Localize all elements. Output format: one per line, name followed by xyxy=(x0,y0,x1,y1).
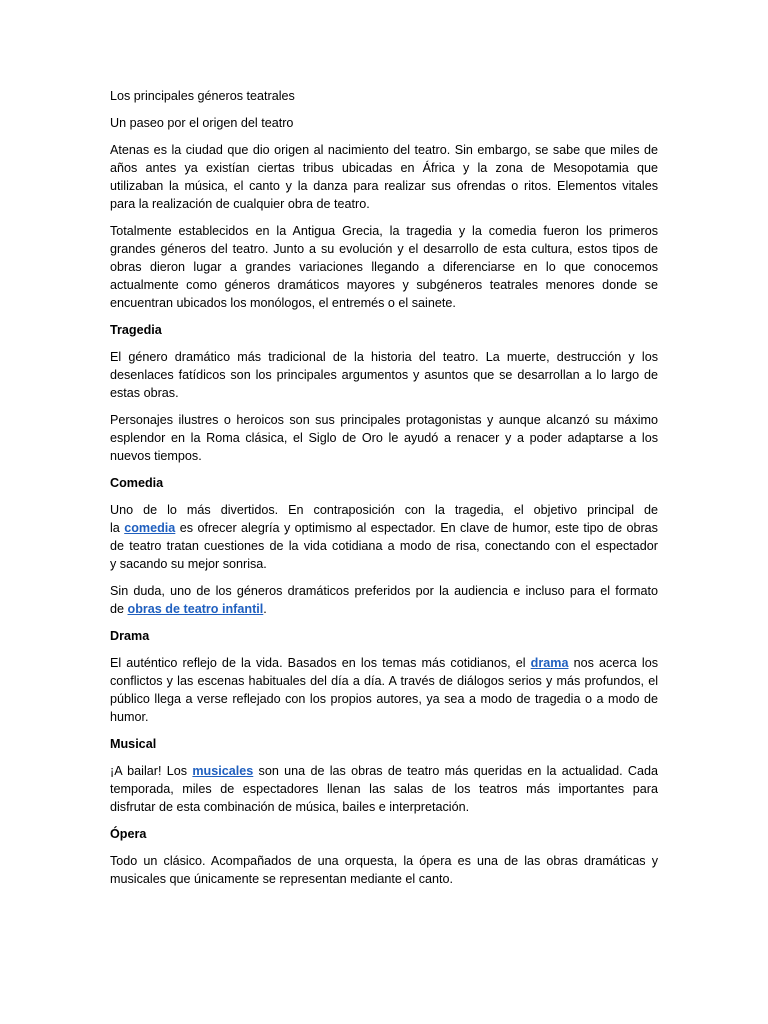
paragraph-line: grandes géneros del teatro. Junto a su evolución y el desarrollo de esta cultura, estos tipos de xyxy=(110,242,658,256)
paragraph-line: Sin duda, uno de los géneros dramáticos preferidos por la audiencia e incluso para el formato xyxy=(110,584,658,598)
opera-paragraph xyxy=(110,852,658,888)
comedia-paragraph-2 xyxy=(110,582,658,618)
tragedia-paragraph-1 xyxy=(110,348,658,402)
drama-link[interactable]: drama xyxy=(530,656,569,670)
text-fragment: nos acerca los xyxy=(568,656,658,670)
paragraph-line xyxy=(110,600,658,618)
paragraph-line: y sacando su mejor sonrisa. xyxy=(110,557,267,571)
paragraph-line xyxy=(110,519,658,537)
paragraph-line: para la realización de cualquier obra de teatro. xyxy=(110,197,370,211)
paragraph-line: Uno de lo más divertidos. En contraposición con la tragedia, el objetivo principal de xyxy=(110,503,658,517)
text-fragment: es ofrecer alegría y optimismo al espectador. En clave de humor, este tipo de obras xyxy=(175,521,658,535)
section-heading-opera: Ópera xyxy=(110,827,147,841)
text-fragment: El auténtico reflejo de la vida. Basados en los temas más cotidianos, el xyxy=(110,656,531,670)
paragraph-line: nuevos tiempos. xyxy=(110,449,202,463)
paragraph-line: años antes ya existían ciertas tribus ubicadas en África y la zona de Mesopotamia que xyxy=(110,161,658,175)
intro-paragraph-2 xyxy=(110,222,658,312)
paragraph-line: Personajes ilustres o heroicos son sus principales protagonistas y aunque alcanzó su máximo xyxy=(110,413,658,427)
comedia-link[interactable]: comedia xyxy=(124,521,176,535)
paragraph-line: esplendor en la Roma clásica, el Siglo de Oro le ayudó a renacer y a poder adaptarse a los xyxy=(110,431,658,445)
obras-de-teatro-infantil-link[interactable]: obras de teatro infantil xyxy=(127,602,264,616)
paragraph-line: conflictos y las escenas habituales del día a día. A través de diálogos serios y más profundos, el xyxy=(110,674,658,688)
drama-paragraph xyxy=(110,654,658,726)
paragraph-line xyxy=(110,762,658,780)
paragraph-line: utilizaban la música, el canto y la danza para realizar sus ofrendas o ritos. Elementos vitales xyxy=(110,179,658,193)
paragraph-line: Todo un clásico. Acompañados de una orquesta, la ópera es una de las obras dramáticas y xyxy=(110,854,658,868)
paragraph-line: desenlaces fatídicos son los principales argumentos y asuntos que se desarrollan a lo largo de xyxy=(110,368,658,382)
paragraph-line: actualmente como géneros dramáticos mayores y subgéneros teatrales menores donde se xyxy=(110,278,658,292)
text-fragment: la xyxy=(110,521,125,535)
paragraph-line: humor. xyxy=(110,710,149,724)
paragraph-line: de teatro tratan cuestiones de la vida cotidiana a modo de risa, conectando con el espectador xyxy=(110,539,658,553)
paragraph-line: temporada, miles de espectadores llenan las salas de los teatros más importantes para xyxy=(110,782,658,796)
comedia-paragraph-1 xyxy=(110,501,658,573)
musicales-link[interactable]: musicales xyxy=(192,764,254,778)
paragraph-line xyxy=(110,654,658,672)
section-heading-musical: Musical xyxy=(110,737,157,751)
section-heading-drama: Drama xyxy=(110,629,150,643)
paragraph-line: El género dramático más tradicional de la historia del teatro. La muerte, destrucción y los xyxy=(110,350,658,364)
document-subtitle: Un paseo por el origen del teatro xyxy=(110,116,294,130)
document-title: Los principales géneros teatrales xyxy=(110,89,295,103)
section-heading-comedia: Comedia xyxy=(110,476,164,490)
paragraph-line: obras dieron lugar a grandes variaciones llegando a diferenciarse en lo que conocemos xyxy=(110,260,658,274)
section-heading-tragedia: Tragedia xyxy=(110,323,162,337)
tragedia-paragraph-2 xyxy=(110,411,658,465)
document-page xyxy=(110,87,658,888)
text-fragment: de xyxy=(110,602,128,616)
paragraph-line: Totalmente establecidos en la Antigua Grecia, la tragedia y la comedia fueron los primeros xyxy=(110,224,658,238)
musical-paragraph xyxy=(110,762,658,816)
paragraph-line: disfrutar de esta combinación de música, bailes e interpretación. xyxy=(110,800,470,814)
text-fragment: . xyxy=(263,602,267,616)
paragraph-line: encuentran ubicados los monólogos, el entremés o el sainete. xyxy=(110,296,456,310)
paragraph-line: estas obras. xyxy=(110,386,179,400)
paragraph-line: Atenas es la ciudad que dio origen al nacimiento del teatro. Sin embargo, se sabe que miles de xyxy=(110,143,658,157)
text-fragment: ¡A bailar! Los xyxy=(110,764,193,778)
paragraph-line: público llega a verse reflejado con los propios autores, ya sea a modo de tragedia o a modo de xyxy=(110,692,658,706)
paragraph-line: musicales que únicamente se representan mediante el canto. xyxy=(110,872,454,886)
intro-paragraph-1 xyxy=(110,141,658,213)
text-fragment: son una de las obras de teatro más queridas en la actualidad. Cada xyxy=(253,764,658,778)
